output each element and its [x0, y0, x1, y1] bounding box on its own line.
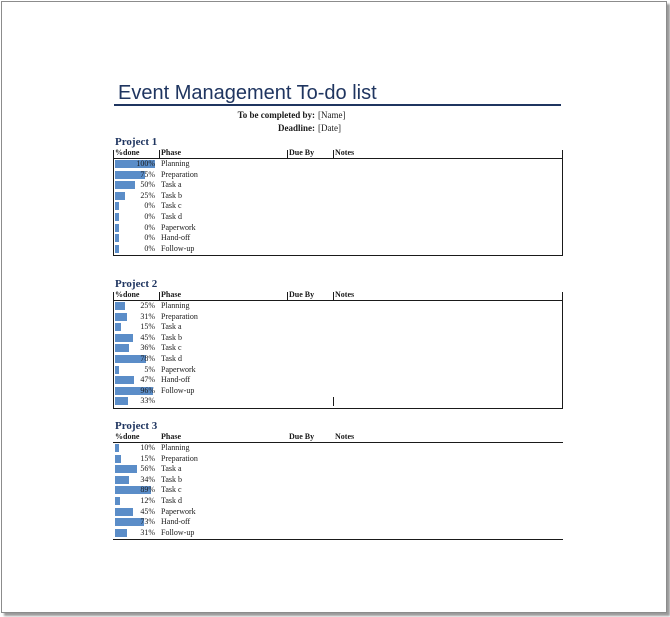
document-title: Event Management To-do list — [118, 82, 377, 104]
phase-name: Preparation — [161, 453, 198, 463]
percent-done: 0% — [144, 233, 155, 243]
phase-name: Hand-off — [161, 375, 191, 385]
phase-name: Task c — [161, 201, 182, 211]
title-underline — [114, 104, 561, 106]
header-done: %done — [115, 432, 140, 441]
header-notes: Notes — [335, 148, 355, 157]
percent-done: 0% — [144, 222, 155, 232]
column-divider — [159, 292, 160, 300]
header-due-by: Due By — [289, 148, 315, 157]
task-row[interactable] — [113, 443, 563, 454]
task-row[interactable] — [113, 312, 563, 323]
percent-done: 31% — [140, 527, 155, 537]
task-row[interactable] — [113, 507, 563, 518]
table-border-bottom — [113, 408, 563, 409]
percent-done: 96% — [140, 385, 155, 395]
phase-name: Follow-up — [161, 243, 195, 253]
project-section — [113, 420, 563, 541]
task-row[interactable] — [113, 180, 563, 191]
percent-done: 45% — [140, 332, 155, 342]
column-divider — [287, 150, 288, 158]
task-row[interactable] — [113, 201, 563, 212]
percent-done: 25% — [140, 301, 155, 310]
phase-name: Planning — [161, 443, 190, 452]
percent-done: 0% — [144, 243, 155, 253]
phase-name: Task d — [161, 212, 182, 221]
percent-done: 73% — [140, 517, 155, 527]
percent-done: 75% — [140, 169, 155, 179]
column-divider — [333, 150, 334, 158]
phase-name: Task c — [161, 343, 182, 353]
phase-name: Task b — [161, 190, 182, 200]
task-row[interactable] — [113, 233, 563, 244]
task-row[interactable] — [113, 485, 563, 496]
task-row[interactable] — [113, 375, 563, 386]
task-row[interactable] — [113, 464, 563, 475]
task-row[interactable] — [113, 343, 563, 354]
phase-name: Hand-off — [161, 517, 191, 527]
phase-name: Follow-up — [161, 527, 195, 537]
project-section — [113, 136, 563, 257]
header-phase: Phase — [161, 148, 181, 157]
task-row[interactable] — [113, 354, 563, 365]
phase-name: Planning — [161, 301, 190, 310]
phase-name: Task b — [161, 474, 182, 484]
percent-done: 36% — [140, 343, 155, 353]
percent-done: 5% — [144, 364, 155, 374]
header-done: %done — [115, 290, 140, 299]
deadline-label: Deadline: — [278, 123, 315, 133]
task-row[interactable] — [113, 475, 563, 486]
project-title: Project 3 — [115, 420, 158, 432]
deadline-field — [2, 123, 666, 133]
column-divider — [287, 292, 288, 300]
phase-name: Task a — [161, 180, 182, 190]
completed-by-field — [2, 110, 666, 120]
header-notes: Notes — [335, 290, 355, 299]
document-page — [1, 1, 667, 613]
table-border-bottom — [113, 255, 563, 256]
phase-name: Paperwork — [161, 506, 196, 516]
task-row[interactable] — [113, 333, 563, 344]
phase-name: Hand-off — [161, 233, 191, 243]
header-notes: Notes — [335, 432, 355, 441]
column-divider — [333, 292, 334, 300]
header-done: %done — [115, 148, 140, 157]
task-row[interactable] — [113, 322, 563, 333]
percent-done: 50% — [140, 180, 155, 190]
table-header — [113, 290, 563, 300]
table-header — [113, 432, 563, 442]
percent-done: 12% — [140, 496, 155, 505]
phase-name: Paperwork — [161, 364, 196, 374]
project-title: Project 1 — [115, 136, 158, 148]
column-divider — [159, 150, 160, 158]
percent-done: 47% — [140, 375, 155, 385]
phase-name: Preparation — [161, 169, 198, 179]
phase-name: Task d — [161, 354, 182, 363]
percent-done: 34% — [140, 474, 155, 484]
header-phase: Phase — [161, 290, 181, 299]
table-header — [113, 148, 563, 158]
column-divider — [113, 150, 114, 158]
task-row[interactable] — [113, 191, 563, 202]
header-due-by: Due By — [289, 432, 315, 441]
task-row[interactable] — [113, 528, 563, 539]
task-row[interactable] — [113, 223, 563, 234]
percent-done: 10% — [140, 443, 155, 452]
table-border-bottom — [113, 539, 563, 540]
percent-done: 56% — [140, 464, 155, 474]
percent-done: 25% — [140, 190, 155, 200]
percent-done: 31% — [140, 311, 155, 321]
task-row[interactable] — [113, 365, 563, 376]
task-row[interactable] — [113, 517, 563, 528]
phase-name: Task d — [161, 496, 182, 505]
phase-name: Task a — [161, 322, 182, 332]
percent-done: 15% — [140, 322, 155, 332]
column-divider — [113, 292, 114, 300]
deadline-value[interactable]: [Date] — [318, 123, 341, 133]
task-row[interactable] — [113, 212, 563, 223]
percent-done: 0% — [144, 201, 155, 211]
task-row[interactable] — [113, 159, 563, 170]
task-row[interactable] — [113, 396, 563, 407]
completed-by-label: To be completed by: — [237, 110, 315, 120]
percent-done: 100% — [136, 159, 155, 168]
task-row[interactable] — [113, 454, 563, 465]
column-divider — [562, 292, 563, 300]
phase-name: Task c — [161, 485, 182, 495]
completed-by-value[interactable]: [Name] — [318, 110, 346, 120]
percent-done: 45% — [140, 506, 155, 516]
phase-name: Task b — [161, 332, 182, 342]
header-phase: Phase — [161, 432, 181, 441]
task-row[interactable] — [113, 301, 563, 312]
percent-done: 0% — [144, 212, 155, 221]
percent-done: 78% — [140, 354, 155, 363]
phase-name: Paperwork — [161, 222, 196, 232]
task-row[interactable] — [113, 386, 563, 397]
percent-done: 33% — [140, 396, 155, 406]
task-row[interactable] — [113, 244, 563, 255]
project-section — [113, 278, 563, 410]
phase-name: Task a — [161, 464, 182, 474]
column-divider — [562, 150, 563, 158]
phase-name: Planning — [161, 159, 190, 168]
task-row[interactable] — [113, 496, 563, 507]
project-title: Project 2 — [115, 278, 158, 290]
percent-done: 89% — [140, 485, 155, 495]
task-row[interactable] — [113, 170, 563, 181]
header-due-by: Due By — [289, 290, 315, 299]
phase-name: Preparation — [161, 311, 198, 321]
phase-name: Follow-up — [161, 385, 195, 395]
percent-done: 15% — [140, 453, 155, 463]
